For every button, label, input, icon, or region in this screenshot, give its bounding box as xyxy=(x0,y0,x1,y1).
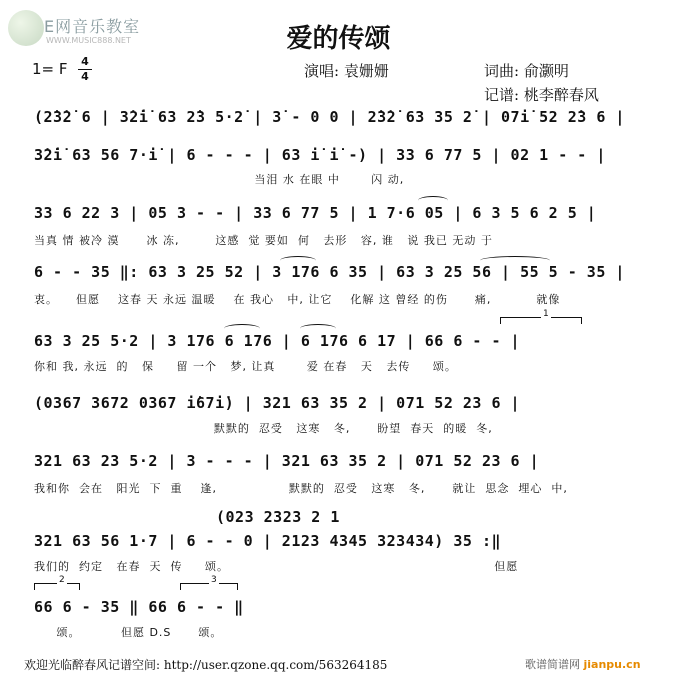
slur-mark xyxy=(224,324,260,333)
time-signature xyxy=(78,56,92,83)
song-title: 爱的传颂 xyxy=(286,24,391,54)
slur-mark xyxy=(480,256,550,265)
footer-watermark xyxy=(525,656,641,672)
score-line-6: (0367 3672 0367 i̇67i̇) | 321 63 35 2 | 071 52 23 6 | xyxy=(34,394,521,412)
key-signature: 1= F xyxy=(32,60,68,78)
triplet-bracket: 1 xyxy=(500,317,582,324)
lyric-line-6: 默默的 忍受 这寒 冬, 盼望 春天 的暖 冬, xyxy=(34,422,493,435)
watermark-site: jianpu.cn xyxy=(583,658,641,671)
score-line-4: 6 - - 35 ‖: 63 3 25 52 | 3 176 6 35 | 63 3 25 56 | 55 5 - 35 | xyxy=(34,263,625,281)
lyric-line-5: 你和 我, 永远 的 保 留 一个 梦, 让真 爱 在春 天 去传 颂。 xyxy=(34,360,457,373)
composer-credit: 词曲: 俞灏明 xyxy=(484,62,569,80)
score-line-9: 321 63 56 1·7 | 6 - - 0 | 2123 4345 323434) 35 :‖ xyxy=(34,532,502,550)
lyric-line-3: 当真 情 被冷 漠 冰 冻, 这感 觉 要如 何 去形 容, 谁 说 我已 无动 于 xyxy=(34,234,493,247)
meter-bottom: 4 xyxy=(81,70,89,83)
watermark-label: 歌谱简谱网 xyxy=(525,658,580,671)
lyric-line-2: 当泪 水 在眼 中 闪 动, xyxy=(34,173,405,186)
singer-credit: 演唱: 袁姗姗 xyxy=(304,62,389,80)
triplet-bracket: 3 xyxy=(180,583,238,590)
score-line-8: (023 2323 2 1 xyxy=(216,508,340,526)
logo-site-text: WWW.MUSIC888.NET xyxy=(46,36,131,45)
score-line-3: 33 6 22 3 | 05 3 - - | 33 6 77 5 | 1 7·6 05 | 6 3 5 6 2 5 | xyxy=(34,204,597,222)
transcriber-credit: 记谱: 桃李醉春风 xyxy=(484,86,599,104)
score-line-1: (2̇3̇2̇ 6 | 3̇2̇i̇ 63 2̇3 5·2̇ | 3̇ - 0 0 | 2̇3̇2̇ 63 35 2̇ | 07i̇ 52 2̇3 6 | xyxy=(34,108,625,126)
logo-text: E网音乐教室 xyxy=(44,17,141,36)
score-line-7: 321 63 23 5·2 | 3 - - - | 321 63 35 2 | 071 52 23 6 | xyxy=(34,452,540,470)
lyric-line-9: 我们的 约定 在春 天 传 颂。 但愿 xyxy=(34,560,519,573)
slur-mark xyxy=(418,196,448,205)
lyric-line-4: 衷。 但愿 这春 天 永远 温暖 在 我心 中, 让它 化解 这 曾经 的伤 痛, 就像 xyxy=(34,293,561,306)
score-line-10: 66 6 - 35 ‖ 66 6 - - ‖ xyxy=(34,598,244,616)
lyric-line-7: 我和你 会在 阳光 下 重 逢, 默默的 忍受 这寒 冬, 就让 思念 埋心 中, xyxy=(34,482,568,495)
lyric-line-10: 颂。 但愿 D.S 颂。 xyxy=(34,626,223,639)
score-line-2: 3̇2̇i̇ 63 56 7·i̇ | 6 - - - | 63 i̇ i̇ -) | 33 6 77 5 | 02 1 - - | xyxy=(34,146,606,164)
slur-mark xyxy=(280,256,316,265)
triplet-bracket: 2 xyxy=(34,583,80,590)
score-line-5: 63 3 25 5·2 | 3 176 6 176 | 6 176 6 17 | 66 6 - - | xyxy=(34,332,521,350)
footer-note: 欢迎光临醉春风记谱空间: http://user.qzone.qq.com/563264185 xyxy=(24,658,388,672)
slur-mark xyxy=(300,324,336,333)
meter-top: 4 xyxy=(81,55,89,68)
